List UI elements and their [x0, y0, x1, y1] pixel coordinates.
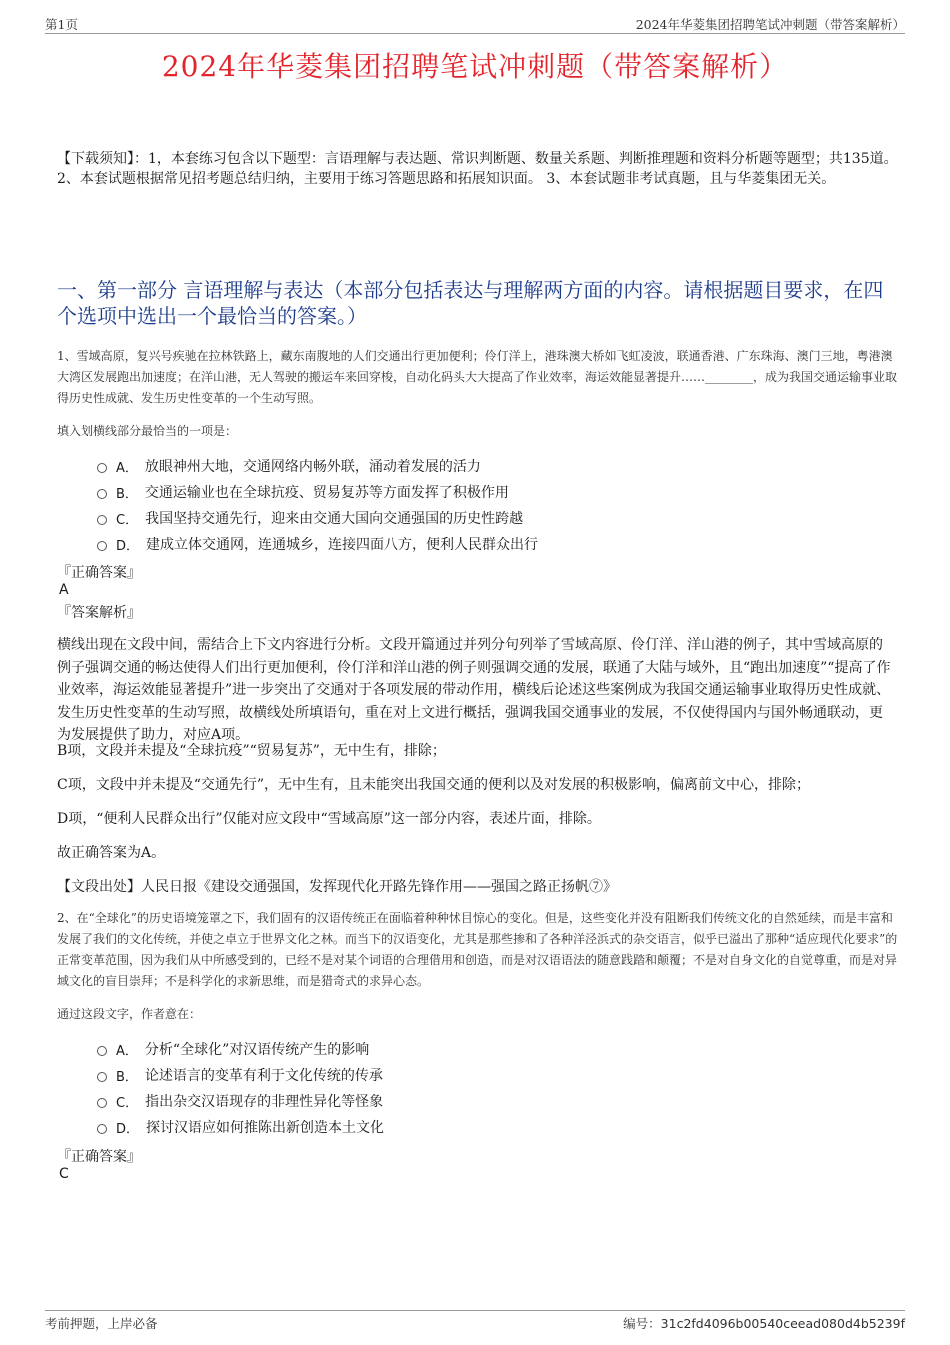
- correct-answer-value: A: [59, 582, 69, 598]
- header-page-number: 第1页: [45, 17, 78, 32]
- header-divider: [45, 33, 905, 34]
- option-b[interactable]: B． 论述语言的变革有利于文化传统的传承: [97, 1062, 384, 1088]
- analysis-option-d: D项，“便利人民群众出行”仅能对应文段中“雪域高原”这一部分内容，表述片面，排除。: [57, 811, 601, 827]
- page-title: 2024年华菱集团招聘笔试冲刺题（带答案解析）: [161, 50, 789, 83]
- analysis-label: 『答案解析』: [57, 605, 141, 621]
- analysis-option-c: C项，文段中并未提及“交通先行”，无中生有，且未能突出我国交通的便利以及对发展的积极影响，偏离前文中心，排除；: [57, 777, 811, 793]
- correct-answer-label: 『正确答案』: [57, 1149, 141, 1165]
- footer-divider: [45, 1310, 905, 1311]
- download-notice: 【下载须知】：1，本套练习包含以下题型：言语理解与表达题、常识判断题、数量关系题、判断推理题和资料分析题等题型；共135道。 2、本套试题根据常见招考题总结归纳，主要用于练习答题思路和拓展知识面。 3、本套试题非考试真题，且与华菱集团无关。: [57, 151, 898, 187]
- passage-source: 【文段出处】人民日报《建设交通强国，发挥现代化开路先锋作用——强国之路正扬帆⑦》: [57, 879, 617, 895]
- radio-icon[interactable]: [97, 1072, 107, 1082]
- option-c[interactable]: C． 指出杂交汉语现存的非理性异化等怪象: [97, 1088, 384, 1114]
- radio-icon[interactable]: [97, 1046, 107, 1056]
- question-2-text: 2、在“全球化”的历史语境笼罩之下，我们固有的汉语传统正在面临着种种怵目惊心的变化。但是，这些变化并没有阻断我们传统文化的自然延续，而是丰富和发展了我们的文化传统，并使之卓立于世界文化之林。而当下的汉语变化，尤其是那些掺和了各种洋泾浜式的杂交语言，似乎已溢出了那种“适应现代化要求”的正常变革范围，因为我们从中所感受到的，已经不是对某个词语的合理借用和创造，而是对汉语语法的随意践踏和颠覆；不是对自身文化的自觉尊重，而是对异域文化的盲目崇拜；不是科学化的求新思维，而是猎奇式的求异心态。: [57, 911, 898, 988]
- analysis-paragraph: 横线出现在文段中间，需结合上下文内容进行分析。文段开篇通过并列分句列举了雪域高原、伶仃洋、洋山港的例子，其中雪域高原的例子强调交通的畅达使得人们出行更加便利，伶仃洋和洋山港的例子则强调交通的发展，联通了大陆与域外，且“跑出加速度”“提高了作业效率，海运效能显著提升”进一步突出了交通对于各项发展的带动作用，横线后论述这些案例成为我国交通运输事业取得历史性成就、发生历史性变革的生动写照，故横线处所填语句，重在对上文进行概括，强调我国交通事业的发展，不仅使得国内与国外畅通联动，更为发展提供了助力，对应A项。: [57, 637, 891, 743]
- question-2: [57, 908, 898, 992]
- option-c[interactable]: C． 我国坚持交通先行，迎来由交通大国向交通强国的历史性跨越: [97, 505, 538, 531]
- option-a[interactable]: A． 放眼神州大地，交通网络内畅外联，涌动着发展的活力: [97, 453, 538, 479]
- radio-icon[interactable]: [97, 1124, 107, 1134]
- radio-icon[interactable]: [97, 463, 107, 473]
- question-2-prompt: 通过这段文字，作者意在：: [57, 1007, 202, 1021]
- analysis-option-b: B项，文段并未提及“全球抗疫”“贸易复苏”，无中生有，排除；: [57, 743, 446, 759]
- option-d[interactable]: D． 探讨汉语应如何推陈出新创造本土文化: [97, 1114, 384, 1140]
- option-a[interactable]: A． 分析“全球化”对汉语传统产生的影响: [97, 1036, 384, 1062]
- radio-icon[interactable]: [97, 541, 107, 551]
- question-1-prompt: 填入划横线部分最恰当的一项是：: [57, 424, 238, 438]
- question-1: [57, 346, 898, 409]
- radio-icon[interactable]: [97, 515, 107, 525]
- footer-slogan: 考前押题，上岸必备: [45, 1316, 158, 1331]
- radio-icon[interactable]: [97, 1098, 107, 1108]
- section-title: 一、第一部分 言语理解与表达（本部分包括表达与理解两方面的内容。请根据题目要求，在四个选项中选出一个最恰当的答案。）: [57, 278, 884, 328]
- option-b[interactable]: B． 交通运输业也在全球抗疫、贸易复苏等方面发挥了积极作用: [97, 479, 538, 505]
- option-d[interactable]: D． 建成立体交通网，连通城乡，连接四面八方，便利人民群众出行: [97, 531, 538, 557]
- question-1-options: [97, 453, 538, 557]
- header-doc-title: 2024年华菱集团招聘笔试冲刺题（带答案解析）: [635, 17, 905, 32]
- correct-answer-value: C: [59, 1166, 69, 1182]
- footer-code: 编号：31c2fd4096b00540ceead080d4b5239f: [623, 1316, 905, 1331]
- radio-icon[interactable]: [97, 489, 107, 499]
- question-1-text: 1、雪域高原，复兴号疾驰在拉林铁路上，藏东南腹地的人们交通出行更加便利；伶仃洋上，港珠澳大桥如飞虹凌波，联通香港、广东珠海、澳门三地，粤港澳大湾区发展跑出加速度；在洋山港，无人驾驶的搬运车来回穿梭，自动化码头大大提高了作业效率，海运效能显著提升……________，成为我国交通运输事业取得历史性成就、发生历史性变革的一个生动写照。: [57, 349, 898, 405]
- question-2-prompt-wrap: [57, 1004, 898, 1024]
- question-2-options: [97, 1036, 384, 1140]
- analysis-conclusion: 故正确答案为A。: [57, 845, 166, 861]
- correct-answer-label: 『正确答案』: [57, 565, 141, 581]
- question-1-prompt-wrap: [57, 421, 898, 441]
